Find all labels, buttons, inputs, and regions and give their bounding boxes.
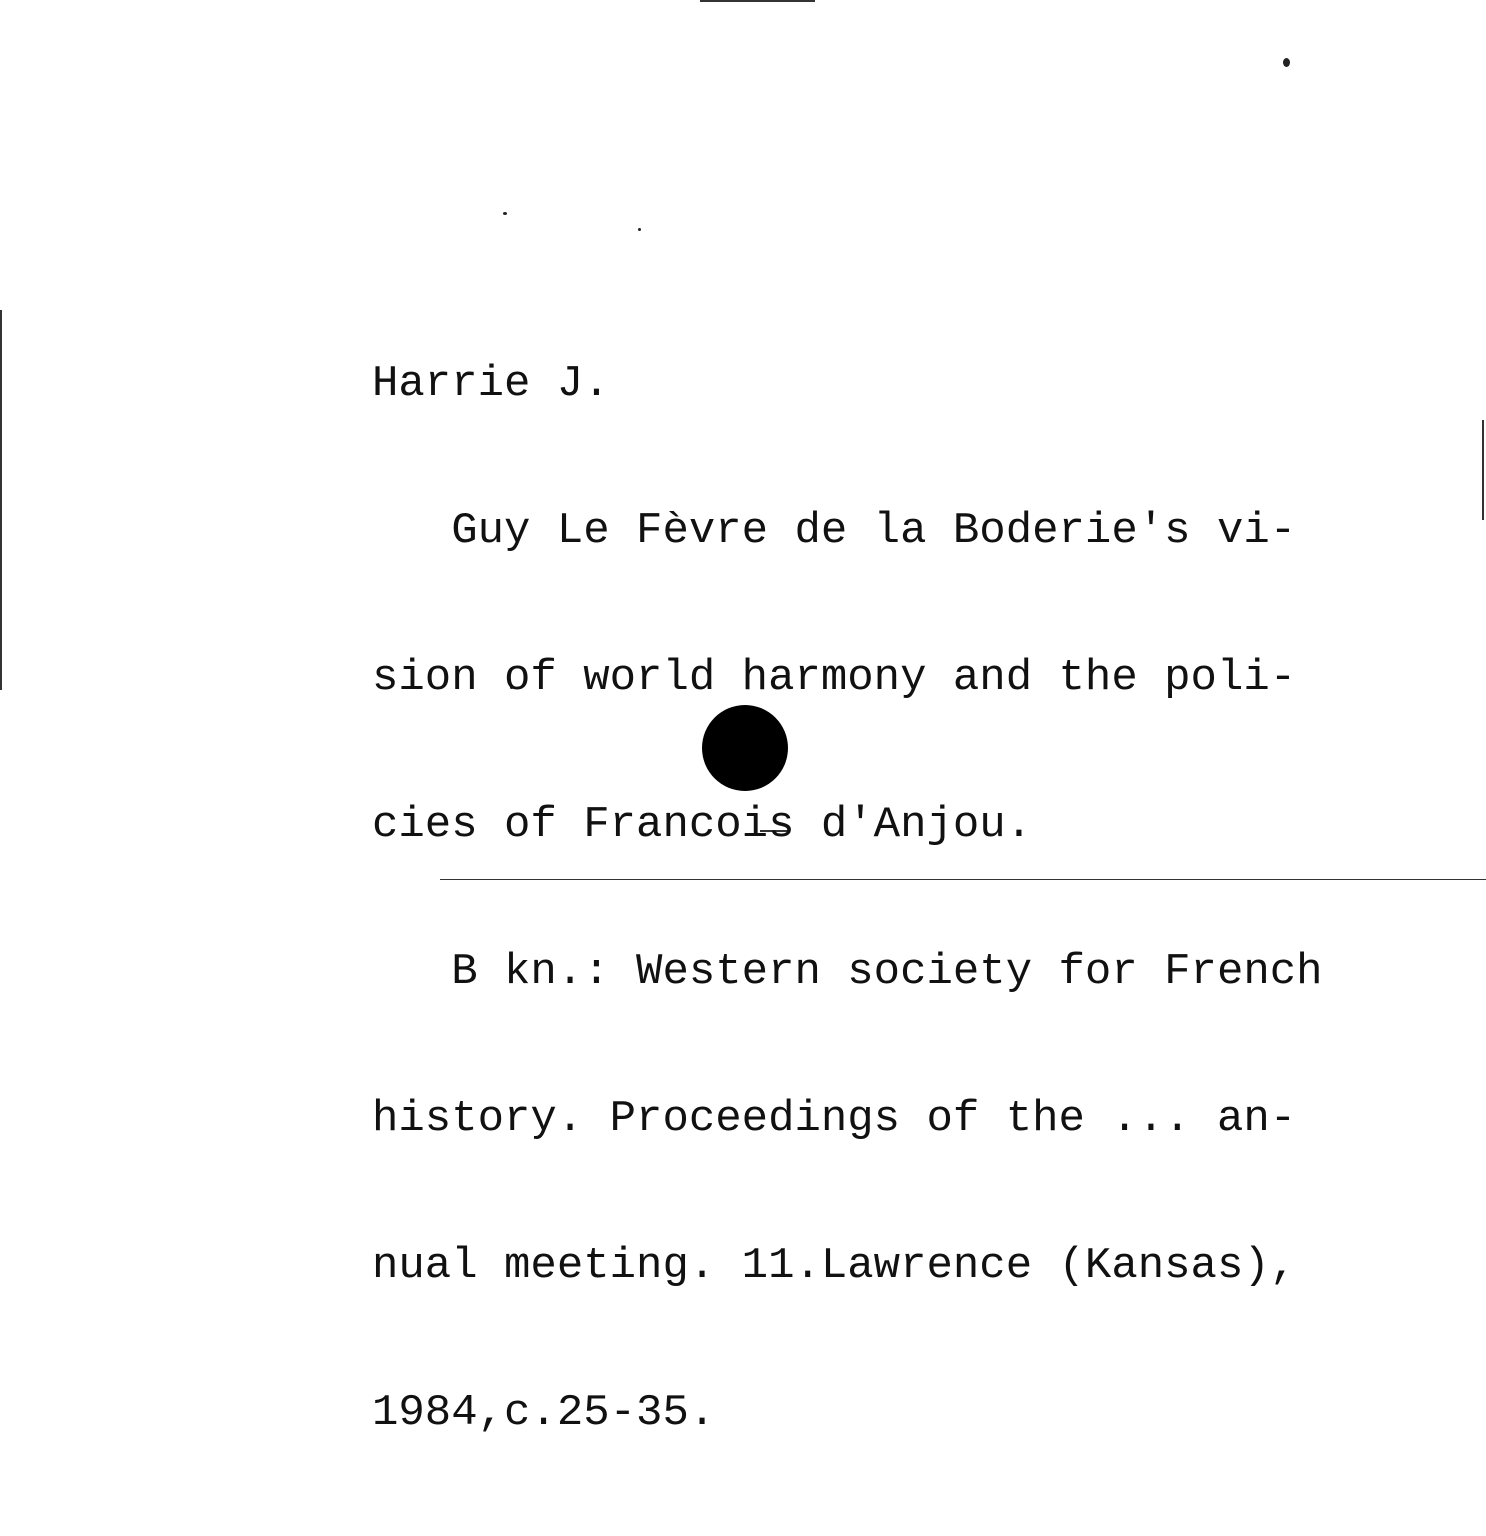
source-line-2: history. Proceedings of the ... an-	[372, 1094, 1297, 1144]
ink-speck	[1283, 58, 1290, 67]
source-line-1: B kn.: Western society for French	[372, 947, 1323, 997]
ink-speck	[503, 212, 507, 215]
left-edge-line	[0, 310, 2, 690]
title-line-1: Guy Le Fèvre de la Boderie's vi-	[372, 506, 1297, 556]
card-text	[372, 262, 1482, 1536]
source-line-4: 1984,c.25-35.	[372, 1388, 716, 1438]
right-edge-line	[1482, 420, 1484, 520]
author-line: Harrie J.	[372, 359, 610, 409]
source-line-3: nual meeting. 11.Lawrence (Kansas),	[372, 1241, 1297, 1291]
top-edge-mark	[700, 0, 815, 2]
title-line-2: sion of world harmony and the poli-	[372, 653, 1297, 703]
punch-hole	[702, 705, 788, 791]
ink-speck	[638, 228, 641, 231]
title-line-3: cies of Francois d'Anjou.	[372, 800, 1033, 850]
